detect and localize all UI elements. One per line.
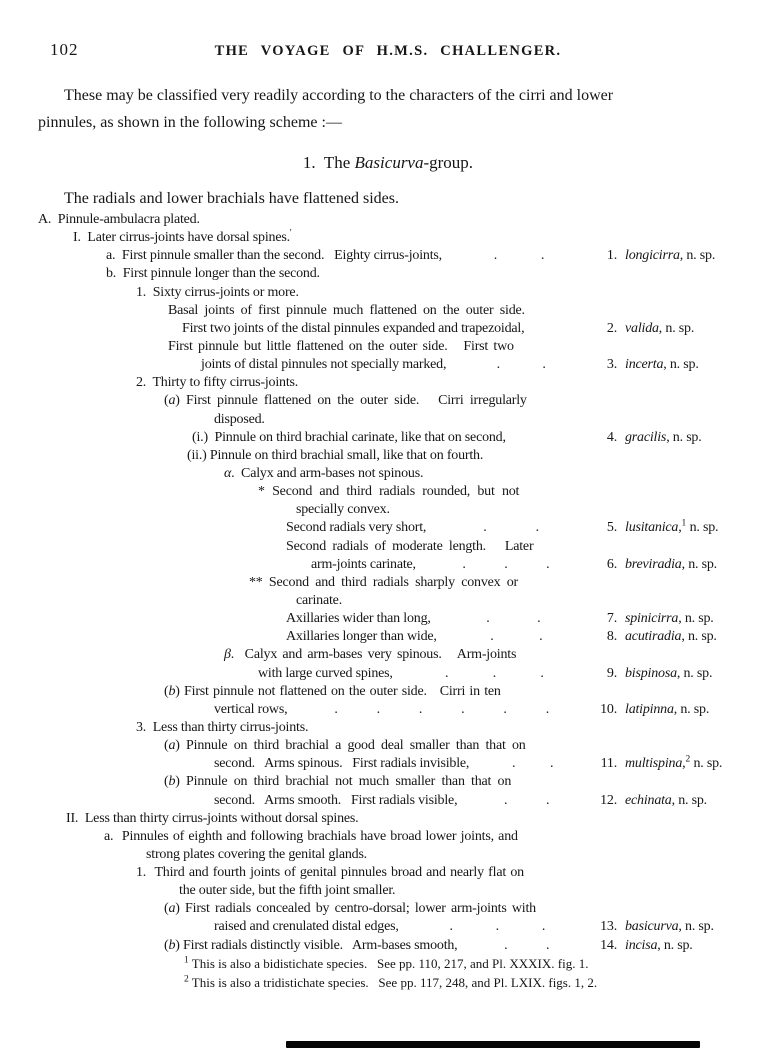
- scheme-line: [36, 266, 732, 284]
- group-heading-post: -group.: [423, 153, 474, 172]
- text-segment: a. Pinnules of eighth and following brachials have broad lower joints, and: [104, 828, 518, 844]
- scheme-line-text: [192, 430, 506, 446]
- scheme-line-text: [136, 720, 308, 736]
- scheme-line: [36, 611, 732, 629]
- leader-dot: .: [490, 629, 494, 645]
- scheme-line-text: [296, 593, 342, 609]
- taxon-letter: b: [168, 774, 176, 790]
- scheme-line: [36, 375, 732, 393]
- leader-dots: [446, 357, 596, 373]
- species-number: 4.: [606, 429, 617, 445]
- leader-dot: .: [449, 919, 453, 935]
- text-segment: , n. sp.: [679, 248, 716, 264]
- text-segment: , n. sp.: [681, 629, 717, 645]
- scheme-line-text: [106, 248, 442, 264]
- scheme-line-text: [249, 575, 518, 591]
- leader-dot: .: [492, 665, 496, 681]
- text-segment: Axillaries longer than wide,: [286, 629, 437, 645]
- leader-dot: .: [334, 701, 338, 717]
- species-number: 10.: [600, 701, 617, 717]
- running-title: THE VOYAGE OF H.M.S. CHALLENGER.: [214, 43, 562, 59]
- species-name: bispinosa: [625, 665, 677, 681]
- scheme-line-text: [164, 738, 526, 754]
- text-segment: ) First radials distinctly visible. Arm-bases smooth,: [175, 937, 458, 953]
- leader-dot: .: [541, 919, 546, 935]
- scheme-line-text: [38, 212, 200, 228]
- text-segment: (: [164, 774, 169, 790]
- species-name: lusitanica: [625, 520, 679, 536]
- text-segment: (: [164, 901, 169, 917]
- group-heading-name: Basicurva: [354, 153, 424, 172]
- scheme-line: [36, 448, 732, 466]
- taxon-letter: α: [224, 465, 232, 481]
- scheme-line: [36, 248, 732, 266]
- text-segment: First two joints of the distal pinnules expanded and trapezoidal,: [182, 320, 525, 336]
- text-segment: * Second and third radials rounded, but not: [258, 484, 520, 500]
- text-segment: , n. sp.: [673, 701, 710, 717]
- scheme-line-text: [258, 666, 393, 682]
- scheme-line: [36, 919, 732, 937]
- scheme-line: [36, 285, 732, 303]
- species-number: 5.: [606, 520, 617, 536]
- species-entry: [596, 702, 732, 718]
- text-segment: arm-joints carinate,: [311, 556, 416, 572]
- scheme-line-text: [179, 883, 395, 899]
- scheme-line: [36, 774, 732, 792]
- text-segment: second. Arms smooth. First radials visible,: [214, 792, 458, 808]
- scheme-line-text: [136, 375, 298, 391]
- text-segment: 1. Third and fourth joints of genital pinnules broad and nearly flat on: [136, 865, 524, 881]
- footnote: [36, 955, 746, 974]
- leader-dot: .: [542, 357, 546, 373]
- leader-dots: [287, 702, 596, 718]
- scheme-line: [36, 883, 732, 901]
- text-segment: strong plates covering the genital glands.: [146, 846, 367, 862]
- taxon-letter: a: [168, 738, 176, 754]
- leader-dot: .: [545, 701, 549, 717]
- text-segment: (: [164, 393, 169, 409]
- scheme-line-text: [224, 466, 423, 482]
- taxon-letter: b: [168, 683, 176, 699]
- text-segment: joints of distal pinnules not specially marked,: [201, 357, 447, 373]
- scheme-line-text: [106, 266, 320, 282]
- leader-dot: .: [504, 556, 508, 572]
- footnote-reference: ': [289, 228, 292, 239]
- scheme-line: [36, 321, 732, 339]
- species-number: 11.: [600, 756, 617, 772]
- scheme-line-text: [73, 230, 292, 246]
- leader-dot: .: [495, 919, 499, 935]
- scheme-line-text: [214, 919, 399, 935]
- species-name: acutiradia: [625, 629, 682, 645]
- leader-dots: [426, 520, 596, 536]
- leader-dot: .: [546, 556, 550, 572]
- species-name: spinicirra: [625, 611, 679, 627]
- scheme-line: [36, 357, 732, 375]
- intro-line: These may be classified very readily according to the characters of the cirri and lower: [64, 87, 614, 104]
- scheme-line: [36, 230, 732, 248]
- text-segment: , n. sp.: [666, 429, 702, 445]
- species-entry: [596, 430, 732, 446]
- scheme-line: [36, 738, 732, 756]
- scheme-line-text: [164, 938, 457, 954]
- scheme-line-text: [168, 339, 514, 355]
- text-segment: raised and crenulated distal edges,: [214, 919, 399, 935]
- footnote-reference: 2: [685, 754, 691, 765]
- taxon-letter: b: [168, 937, 176, 953]
- text-segment: , n. sp.: [663, 357, 699, 373]
- leader-dot: .: [483, 520, 487, 536]
- text-segment: 3. Less than thirty cirrus-joints.: [136, 719, 309, 735]
- text-segment: II. Less than thirty cirrus-joints without dorsal spines.: [66, 810, 359, 826]
- scheme-line: [36, 520, 732, 538]
- leader-dots: [431, 611, 596, 627]
- text-segment: , n. sp.: [658, 320, 695, 336]
- page-number: 102: [50, 40, 79, 59]
- leader-dots: [416, 557, 596, 573]
- text-segment: (i.) Pinnule on third brachial carinate, like that on second,: [192, 429, 506, 445]
- scheme-line-text: [182, 321, 524, 337]
- footnotes: [36, 955, 746, 992]
- text-segment: disposed.: [214, 411, 265, 427]
- species-name: longicirra: [625, 248, 680, 264]
- scheme-line: [36, 430, 732, 448]
- footnote-marker: 1: [184, 955, 189, 966]
- text-segment: b. First pinnule longer than the second.: [106, 266, 320, 282]
- scheme-line-text: [214, 756, 469, 772]
- species-name: multispina: [625, 756, 683, 772]
- scheme-line: [36, 593, 732, 611]
- scheme-line: [36, 575, 732, 593]
- text-segment: vertical rows,: [214, 701, 288, 717]
- scheme-line: [36, 412, 732, 430]
- leader-dots: [393, 666, 596, 682]
- scheme-line: [36, 684, 732, 702]
- leader-dot: .: [546, 792, 550, 808]
- leader-dot: .: [461, 701, 465, 717]
- scheme-line: [36, 539, 732, 557]
- scheme-line-text: [311, 557, 416, 573]
- scheme-line-text: [258, 484, 519, 500]
- scheme-line-text: [286, 629, 437, 645]
- scheme-line: [36, 702, 732, 720]
- leader-dot: .: [511, 756, 516, 772]
- footnote-marker: 2: [184, 974, 189, 985]
- species-entry: [596, 756, 732, 772]
- footnote-text: This is also a bidistichate species. See pp. 110, 217, and Pl. XXXIX. fig. 1.: [188, 956, 589, 971]
- leader-dot: .: [496, 357, 500, 373]
- species-entry: [596, 666, 732, 682]
- scheme-line: [36, 793, 732, 811]
- scheme-line: [36, 847, 732, 865]
- footnote-text: This is also a tridistichate species. See pp. 117, 248, and Pl. LXIX. figs. 1, 2.: [188, 974, 598, 990]
- text-segment: ,: [678, 520, 682, 536]
- scheme-line: [36, 938, 732, 956]
- intro-line: pinnules, as shown in the following scheme :—: [38, 114, 342, 131]
- scan-artifact-bar: [286, 1041, 700, 1048]
- text-segment: second. Arms spinous. First radials invisible,: [214, 756, 470, 772]
- text-segment: (: [164, 738, 169, 754]
- taxon-letter: a: [168, 901, 176, 917]
- scheme-line: [36, 339, 732, 357]
- intro-paragraph: [38, 82, 742, 136]
- text-segment: 1. Sixty cirrus-joints or more.: [136, 284, 299, 300]
- species-name: breviradia: [625, 556, 682, 572]
- text-segment: the outer side, but the fifth joint smaller.: [179, 883, 396, 899]
- scheme-line: [36, 829, 732, 847]
- scheme-line-text: [286, 539, 533, 555]
- scheme-line: [36, 629, 732, 647]
- leader-dot: .: [503, 701, 507, 717]
- text-segment: ) First radials concealed by centro-dorsal; lower arm-joints with: [175, 901, 536, 917]
- scheme-line-text: [214, 702, 287, 718]
- text-segment: , n. sp.: [676, 665, 713, 681]
- leader-dots: [442, 248, 596, 264]
- scheme-line: [36, 720, 732, 738]
- species-name: latipinna: [625, 701, 674, 717]
- text-segment: ) First pinnule not flattened on the outer side. Cirri in ten: [175, 683, 501, 699]
- text-segment: Basal joints of first pinnule much flattened on the outer side.: [168, 302, 525, 318]
- leader-dot: .: [418, 701, 423, 717]
- leader-dot: .: [537, 611, 541, 627]
- scheme-line: [36, 865, 732, 883]
- taxon-letter: β: [224, 647, 231, 663]
- species-number: 6.: [606, 556, 617, 572]
- species-entry: [596, 520, 732, 536]
- scheme-line-text: [168, 303, 525, 319]
- scheme-line: [36, 647, 732, 665]
- text-segment: , n. sp.: [657, 937, 693, 953]
- scheme-line: [36, 484, 732, 502]
- scheme-line-text: [214, 793, 457, 809]
- species-number: 7.: [606, 611, 617, 627]
- text-segment: ** Second and third radials sharply convex or: [249, 574, 518, 590]
- species-entry: [596, 321, 732, 337]
- scheme-line: [36, 811, 732, 829]
- scheme-line-text: [146, 847, 367, 863]
- leader-dot: .: [445, 665, 449, 681]
- leader-dot: .: [546, 937, 550, 953]
- leader-dot: .: [540, 665, 544, 681]
- leader-dot: .: [462, 556, 466, 572]
- group-heading-number: 1.: [302, 153, 316, 172]
- leader-dots: [457, 938, 596, 954]
- species-entry: [596, 557, 732, 573]
- species-name: valida: [625, 320, 659, 336]
- group-heading: [0, 153, 776, 173]
- text-segment: . Calyx and arm-bases very spinous. Arm-joints: [230, 647, 517, 663]
- scheme-line: [36, 901, 732, 919]
- species-entry: [596, 793, 732, 809]
- scheme-line: [36, 212, 732, 230]
- text-segment: carinate.: [296, 592, 342, 608]
- species-entry: [596, 248, 732, 264]
- text-segment: , n. sp.: [678, 611, 714, 627]
- scheme-line-text: [104, 829, 518, 845]
- species-number: 1.: [606, 248, 617, 264]
- scheme-line-text: [286, 520, 426, 536]
- scheme-line-text: [164, 393, 527, 409]
- group-heading-pre: The: [315, 153, 355, 172]
- leader-dot: .: [486, 611, 490, 627]
- text-segment: ) First pinnule flattened on the outer side. Cirri irregularly: [175, 393, 527, 409]
- leader-dots: [457, 793, 596, 809]
- scheme-line-text: [296, 502, 390, 518]
- text-segment: (: [164, 683, 169, 699]
- species-number: 3.: [606, 357, 617, 373]
- species-number: 9.: [606, 665, 617, 681]
- scheme-line: [36, 303, 732, 321]
- scheme-line-text: [286, 611, 431, 627]
- footnote: [36, 974, 746, 993]
- leader-dot: .: [540, 248, 545, 264]
- species-entry: [596, 938, 732, 954]
- species-name: gracilis: [625, 429, 667, 445]
- text-segment: with large curved spines,: [258, 665, 393, 681]
- species-number: 12.: [600, 792, 617, 808]
- scheme-line: [36, 557, 732, 575]
- text-segment: . Calyx and arm-bases not spinous.: [231, 465, 424, 481]
- scheme-line-text: [224, 647, 516, 663]
- species-entry: [596, 611, 732, 627]
- text-segment: Axillaries wider than long,: [286, 611, 431, 627]
- leader-dots: [437, 629, 596, 645]
- footnote-reference: 1: [681, 518, 687, 529]
- species-number: 2.: [606, 320, 617, 336]
- text-segment: n. sp.: [690, 756, 723, 772]
- text-segment: , n. sp.: [678, 919, 714, 935]
- text-segment: A. Pinnule-ambulacra plated.: [38, 212, 200, 227]
- species-number: 13.: [600, 919, 617, 935]
- text-segment: (: [164, 937, 169, 953]
- text-segment: Second radials of moderate length. Later: [286, 538, 534, 554]
- text-segment: ) Pinnule on third brachial a good deal smaller than that on: [175, 738, 526, 754]
- scheme-line-text: [201, 357, 446, 373]
- leader-dot: .: [539, 629, 543, 645]
- species-name: basicurva: [625, 919, 679, 935]
- species-name: echinata: [625, 792, 672, 808]
- scheme-line: [36, 393, 732, 411]
- scheme-line-text: [164, 774, 511, 790]
- text-segment: , n. sp.: [671, 792, 707, 808]
- species-number: 14.: [600, 937, 617, 953]
- scheme-line-text: [164, 684, 501, 700]
- species-entry: [596, 919, 732, 935]
- text-segment: I. Later cirrus-joints have dorsal spines.: [73, 230, 290, 246]
- scheme-line: [36, 502, 732, 520]
- text-segment: ) Pinnule on third brachial not much smaller than that on: [175, 774, 512, 790]
- text-segment: n. sp.: [686, 520, 719, 536]
- scheme-line-text: [214, 412, 265, 428]
- scheme-line: [36, 756, 732, 774]
- subheading: The radials and lower brachials have flattened sides.: [64, 190, 399, 207]
- scheme-line-text: [187, 448, 483, 464]
- text-segment: ,: [682, 756, 686, 772]
- leader-dot: .: [549, 756, 554, 772]
- text-segment: 2. Thirty to fifty cirrus-joints.: [136, 375, 299, 391]
- classification-scheme: [36, 212, 732, 956]
- species-name: incerta: [625, 357, 664, 373]
- leader-dot: .: [493, 248, 498, 264]
- text-segment: a. First pinnule smaller than the second. Eighty cirrus-joints,: [106, 248, 442, 264]
- leader-dot: .: [504, 792, 508, 808]
- scheme-line-text: [136, 865, 524, 881]
- species-entry: [596, 629, 732, 645]
- text-segment: First pinnule but little flattened on the outer side. First two: [168, 338, 514, 354]
- leader-dot: .: [535, 520, 539, 536]
- scheme-line: [36, 666, 732, 684]
- scheme-line-text: [164, 901, 536, 917]
- scheme-line-text: [136, 285, 299, 301]
- species-name: incisa: [625, 937, 658, 953]
- leader-dots: [399, 919, 596, 935]
- text-segment: specially convex.: [296, 502, 390, 518]
- text-segment: (ii.) Pinnule on third brachial small, like that on fourth.: [187, 447, 484, 463]
- scheme-line: [36, 466, 732, 484]
- leader-dot: .: [504, 937, 508, 953]
- text-segment: , n. sp.: [681, 556, 717, 572]
- species-entry: [596, 357, 732, 373]
- species-number: 8.: [606, 629, 617, 645]
- scheme-line-text: [66, 811, 358, 827]
- leader-dots: [469, 756, 596, 772]
- leader-dot: .: [376, 701, 380, 717]
- taxon-letter: a: [168, 393, 176, 409]
- text-segment: Second radials very short,: [286, 520, 427, 536]
